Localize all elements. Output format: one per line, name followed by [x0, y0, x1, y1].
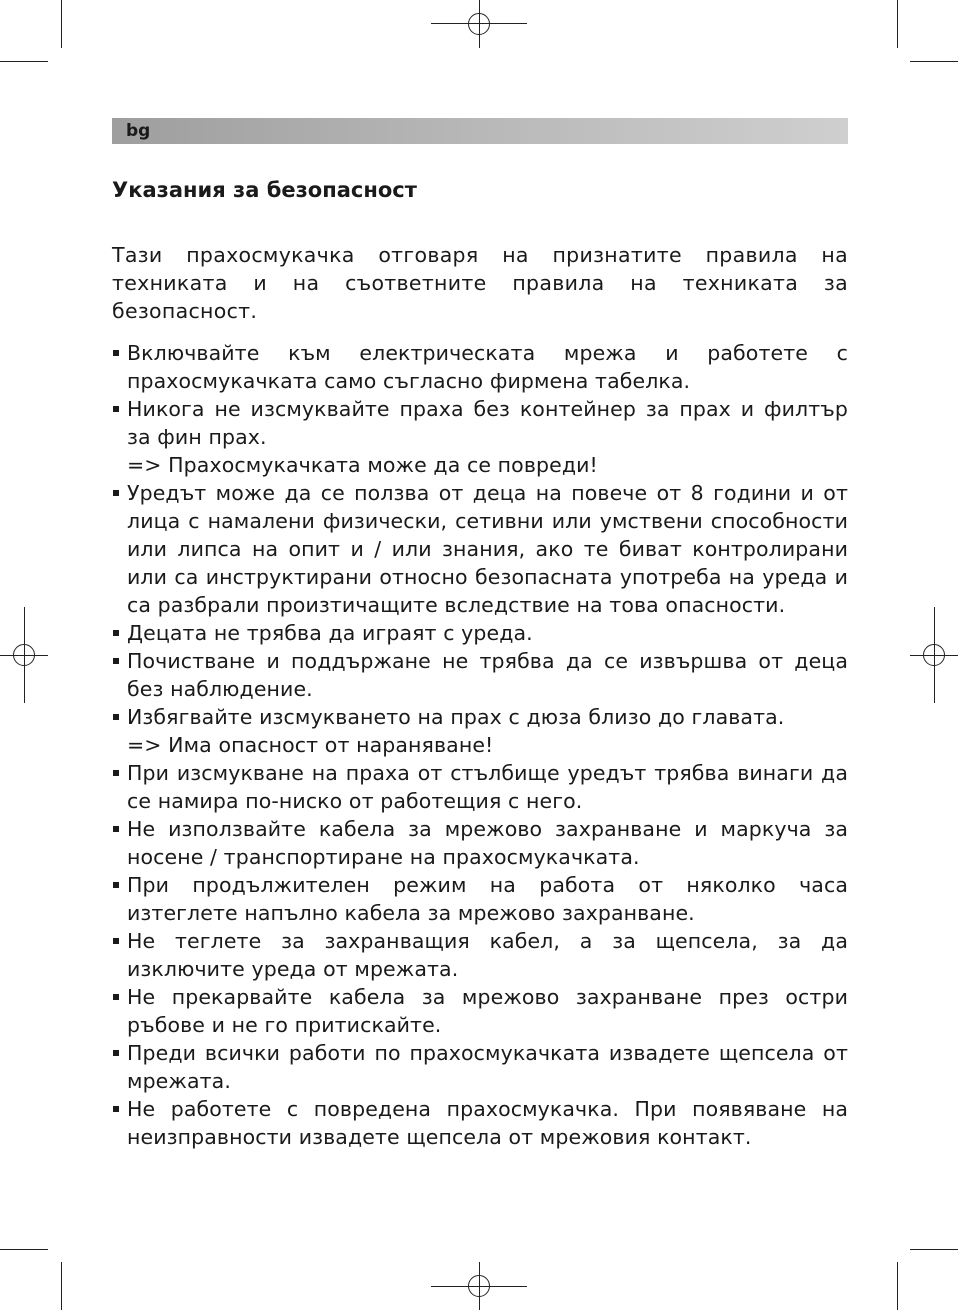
list-item-text: Никога не изсмуквайте праха без контейнер за прах и филтър за фин прах. [127, 397, 848, 449]
list-item-text: Почистване и поддържане не трябва да се извършва от деца без наблюдение. [127, 649, 848, 701]
list-item [112, 1095, 848, 1151]
crop-mark-bottom-right-vertical [897, 1262, 898, 1310]
list-item-text: Не използвайте кабела за мрежово захранване и маркуча за носене / транспортиране на прахосмукачката. [127, 817, 848, 869]
list-item-text: Уредът може да се ползва от деца на повече от 8 години и от лица с намалени физически, сетивни или умствени способности или липса на опит и / или знания, ако те биват контролирани или са инструктирани относно безопасната употреба на уреда и са разбрали произтичащите вследствие на това опасности. [127, 481, 848, 617]
bullet-icon [113, 630, 119, 636]
list-item [112, 1039, 848, 1095]
safety-section [112, 175, 848, 1151]
list-item-text: Не теглете за захранващия кабел, а за щепсела, за да изключите уреда от мрежата. [127, 929, 848, 981]
bullet-icon [113, 770, 119, 776]
list-item-text: Избягвайте изсмукването на прах с дюза близо до главата. [127, 705, 785, 729]
list-item [112, 479, 848, 619]
bullet-icon [113, 994, 119, 1000]
crop-mark-top-left-vertical [61, 0, 62, 48]
bullet-icon [113, 490, 119, 496]
list-item [112, 871, 848, 927]
bullet-icon [113, 1106, 119, 1112]
section-heading: Указания за безопасност [112, 178, 417, 202]
bullet-icon [113, 714, 119, 720]
crop-mark-bottom-left-horizontal [0, 1249, 48, 1250]
bullet-icon [113, 406, 119, 412]
list-item-text: Не работете с повредена прахосмукачка. При появяване на неизправности извадете щепсела от мрежовия контакт. [127, 1097, 848, 1149]
list-item [112, 703, 848, 759]
list-item [112, 759, 848, 815]
list-item-text: Включвайте към електрическата мрежа и работете с прахосмукачката само съгласно фирмена табелка. [127, 341, 848, 393]
list-item [112, 619, 848, 647]
list-item-text: При изсмукване на праха от стълбище уредът трябва винаги да се намира по-ниско от работещия с него. [127, 761, 848, 813]
language-bar [112, 118, 848, 144]
list-item [112, 339, 848, 395]
list-item-note: => Има опасност от нараняване! [127, 733, 494, 757]
crop-mark-bottom-left-vertical [61, 1262, 62, 1310]
list-item-text: Децата не трябва да играят с уреда. [127, 621, 533, 645]
bullet-icon [113, 350, 119, 356]
crop-mark-top-left-horizontal [0, 61, 48, 62]
list-item-note: => Прахосмукачката може да се повреди! [127, 453, 598, 477]
bullet-icon [113, 1050, 119, 1056]
intro-paragraph: Тази прахосмукачка отговаря на признатите правила на техниката и на съответните правила на техниката за безопасност. [112, 243, 848, 323]
list-item [112, 647, 848, 703]
crop-mark-bottom-right-horizontal [910, 1249, 958, 1250]
safety-list [112, 339, 848, 1151]
list-item-text: Преди всички работи по прахосмукачката извадете щепсела от мрежата. [127, 1041, 848, 1093]
list-item [112, 983, 848, 1039]
crop-mark-top-right-vertical [897, 0, 898, 48]
language-code: bg [126, 121, 151, 141]
list-item-text: Не прекарвайте кабела за мрежово захранване през остри ръбове и не го притискайте. [127, 985, 848, 1037]
crop-mark-top-right-horizontal [910, 61, 958, 62]
bullet-icon [113, 938, 119, 944]
list-item [112, 927, 848, 983]
list-item [112, 815, 848, 871]
list-item [112, 395, 848, 479]
bullet-icon [113, 658, 119, 664]
bullet-icon [113, 882, 119, 888]
list-item-text: При продължителен режим на работа от няколко часа изтеглете напълно кабела за мрежово захранване. [127, 873, 848, 925]
bullet-icon [113, 826, 119, 832]
